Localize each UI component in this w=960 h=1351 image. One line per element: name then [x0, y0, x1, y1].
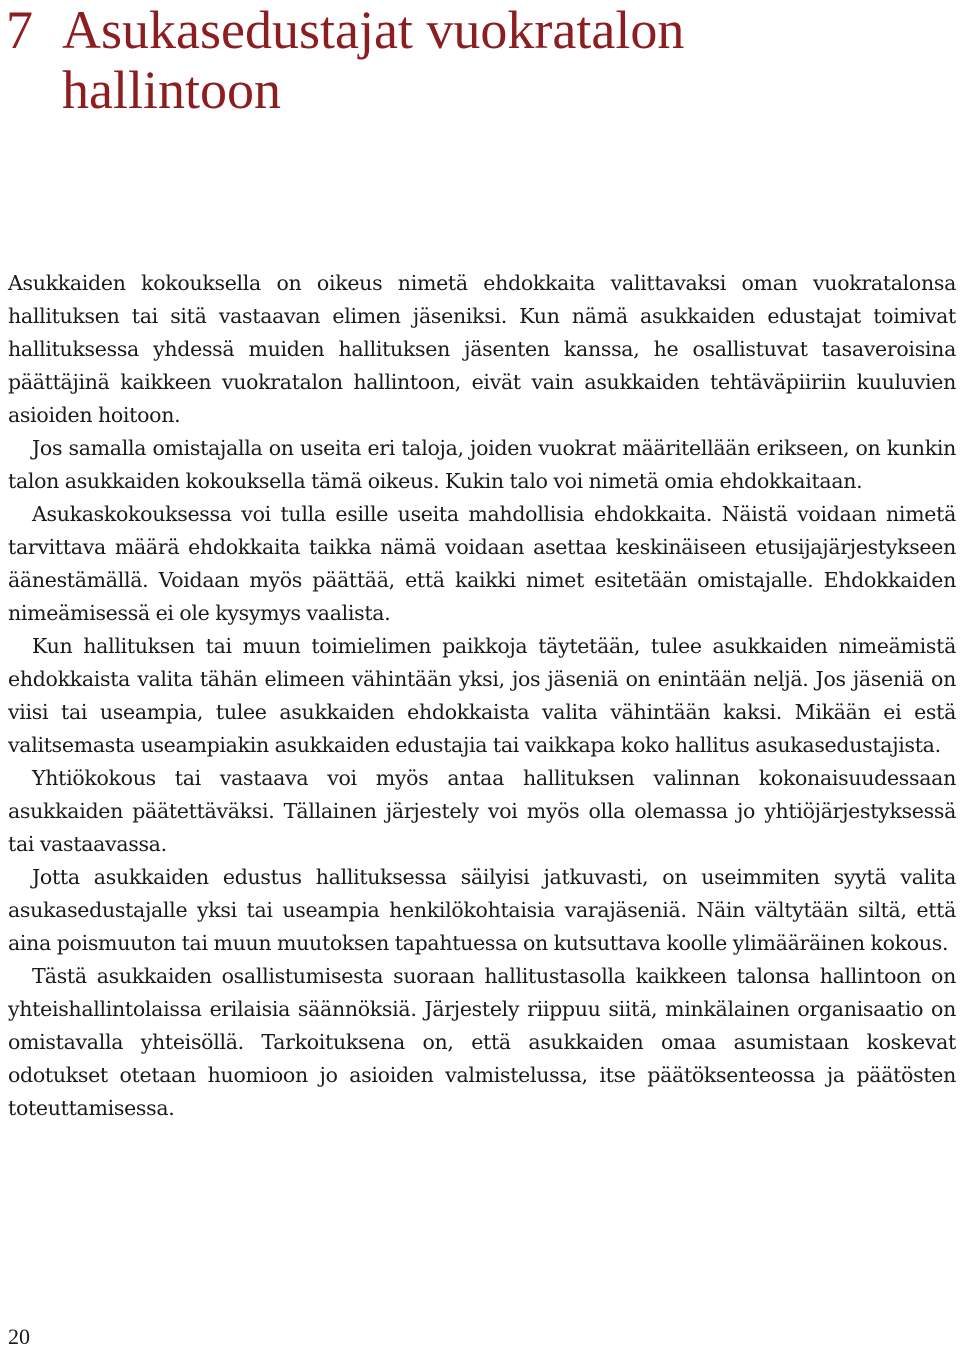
chapter-heading [6, 0, 822, 120]
body-text [8, 267, 956, 1125]
paragraph: Kun hallituksen tai muun toimielimen paikkoja täytetään, tulee asukkaiden nimeämistä ehdokkaista valita tähän elimeen vähintään yksi, jos jäseniä on enintään neljä. Jos jäseniä on viisi tai useampia, tulee asukkaiden ehdokkaista valita vähintään kaksi. Mikään ei estä valitsemasta useampiakin asukkaiden edustajia tai vaikkapa koko hallitus asukasedustajista. [8, 634, 956, 757]
chapter-number: 7 [6, 0, 33, 60]
chapter-title: Asukasedustajat vuokratalon hallintoon [62, 0, 685, 120]
paragraph: Jotta asukkaiden edustus hallituksessa säilyisi jatkuvasti, on useimmiten syytä valita asukasedustajalle yksi tai useampia henkilökohtaisia varajäseniä. Näin vältytään siltä, että aina poismuuton tai muun muutoksen tapahtuessa on kutsuttava koolle ylimääräinen kokous. [8, 865, 956, 955]
paragraph: Yhtiökokous tai vastaava voi myös antaa hallituksen valinnan kokonaisuudessaan asukkaiden päätettäväksi. Tällainen järjestely voi myös olla olemassa jo yhtiöjärjestyksessä tai vastaavassa. [8, 766, 956, 856]
paragraph: Jos samalla omistajalla on useita eri taloja, joiden vuokrat määritellään erikseen, on kunkin talon asukkaiden kokouksella tämä oikeus. Kukin talo voi nimetä omia ehdokkaitaan. [8, 436, 956, 493]
paragraph: Asukkaiden kokouksella on oikeus nimetä ehdokkaita valittavaksi oman vuokratalonsa hallituksen tai sitä vastaavan elimen jäseniksi. Kun nämä asukkaiden edustajat toimivat hallituksessa yhdessä muiden hallituksen jäsenten kanssa, he osallistuvat tasaveroisina päättäjinä kaikkeen vuokratalon hallintoon, eivät vain asukkaiden tehtäväpiiriin kuuluvien asioiden hoitoon. [8, 271, 956, 427]
paragraph: Tästä asukkaiden osallistumisesta suoraan hallitustasolla kaikkeen talonsa hallintoon on yhteishallintolaissa erilaisia säännöksiä. Järjestely riippuu siitä, minkälainen organisaatio on omistavalla yhteisöllä. Tarkoituksena on, että asukkaiden omaa asumistaan koskevat odotukset otetaan huomioon jo asioiden valmistelussa, itse päätöksenteossa ja päätösten toteuttamisessa. [8, 964, 956, 1120]
page-number: 20 [8, 1324, 30, 1349]
paragraph: Asukaskokouksessa voi tulla esille useita mahdollisia ehdokkaita. Näistä voidaan nimetä tarvittava määrä ehdokkaita taikka nämä voidaan asettaa keskinäiseen etusijajärjestykseen äänestämällä. Voidaan myös päättää, että kaikki nimet esitetään omistajalle. Ehdokkaiden nimeämisessä ei ole kysymys vaalista. [8, 502, 956, 625]
